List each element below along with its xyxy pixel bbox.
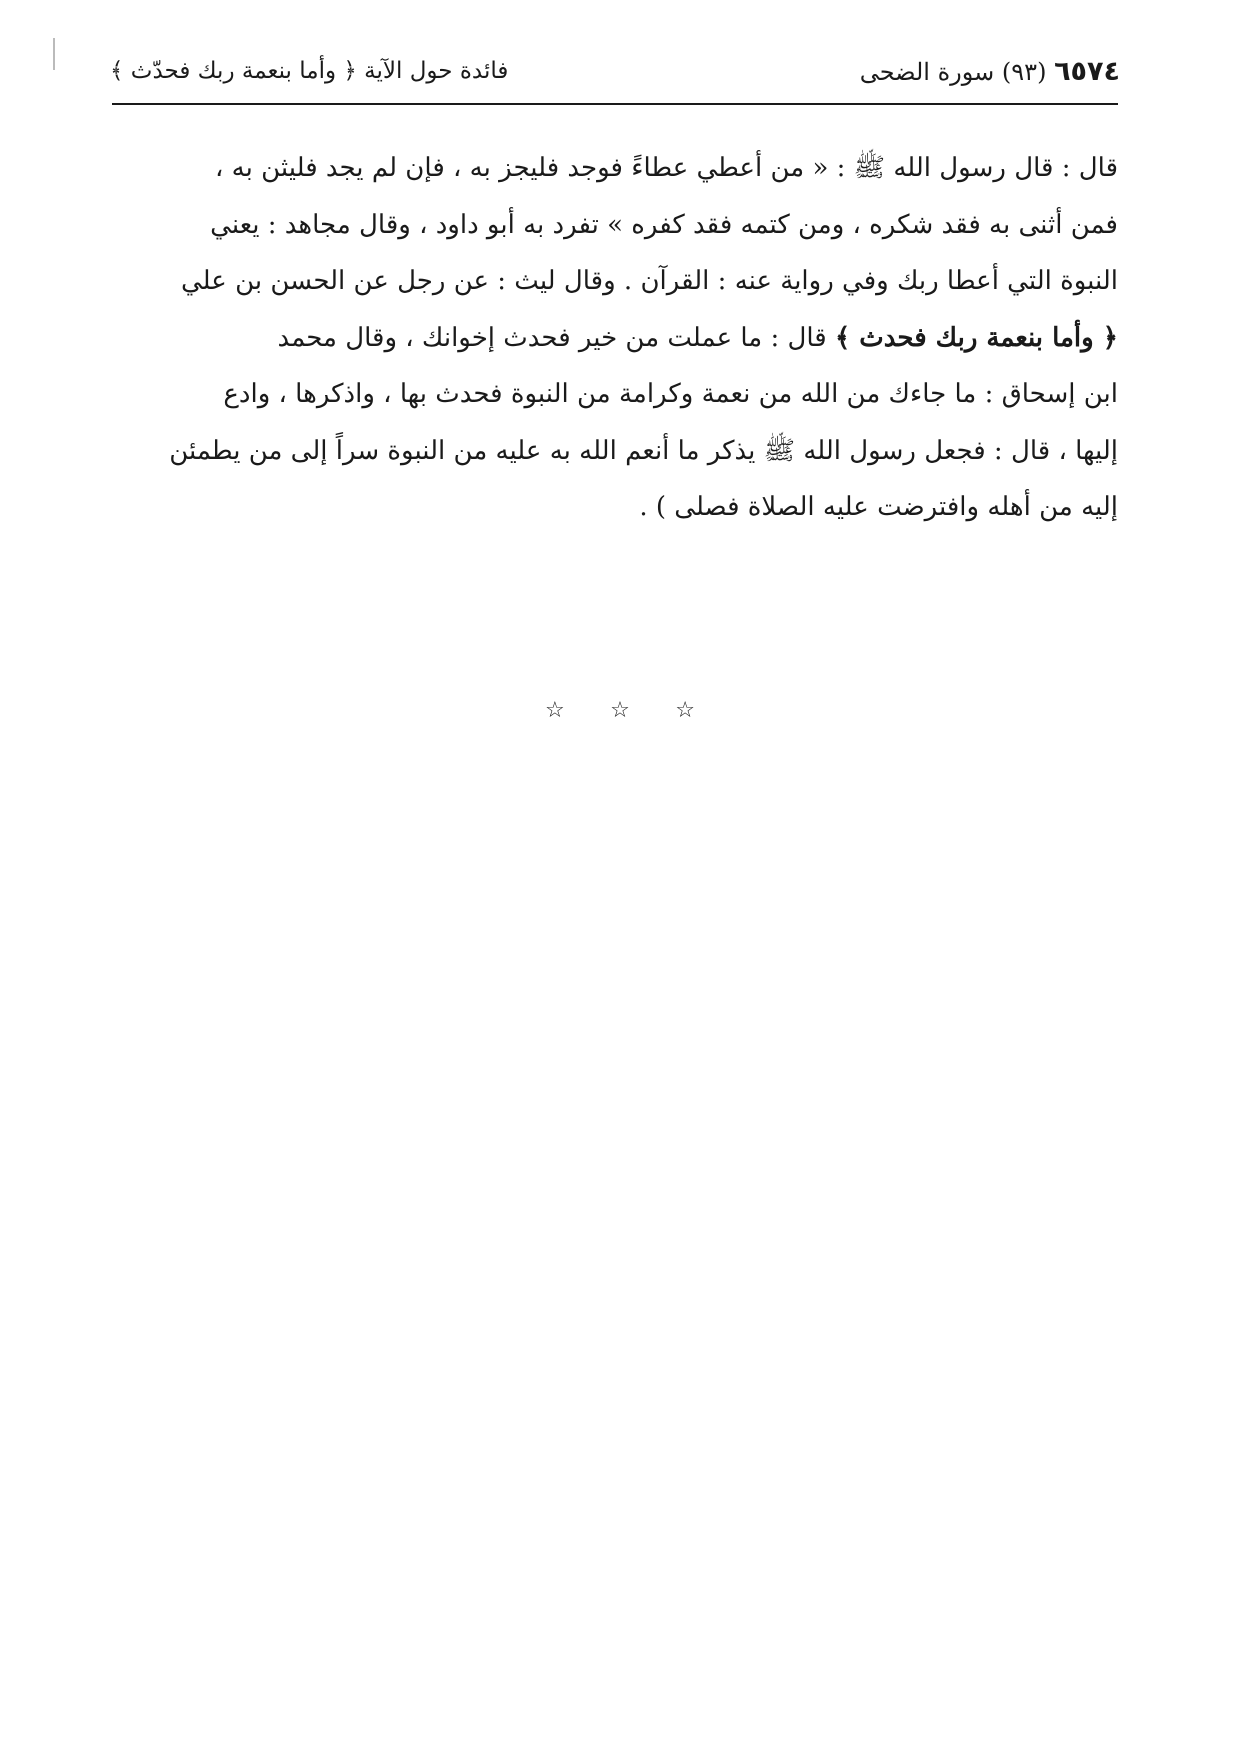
header-rule [112,103,1118,105]
text-line-6: إليها ، قال : فجعل رسول الله ﷺ يذكر ما أنعم الله به عليه من النبوة سراً إلى من يطمئن [169,435,1118,466]
section-separator [545,698,695,723]
star-icon: ☆ [610,698,630,723]
text-line-5: ابن إسحاق : ما جاءك من الله من نعمة وكرامة من النبوة فحدث بها ، واذكرها ، وادع [223,379,1118,409]
text-line-1: قال : قال رسول الله ﷺ : « من أعطي عطاءً فوجد فليجز به ، فإن لم يجد فليثن به ، [215,153,1118,183]
text-line-3: النبوة التي أعطا ربك وفي رواية عنه : القرآن . وقال ليث : عن رجل عن الحسن بن علي [181,266,1118,296]
surah-title: (٩٣) سورة الضحى [859,58,1047,86]
text-line-7: إليه من أهله وافترضت عليه الصلاة فصلى ) . [639,492,1118,522]
header-right [860,56,1120,87]
text-line-4 [98,310,1118,367]
margin-mark [53,38,55,70]
body-text [98,140,1118,536]
page-number: ٦٥٧٤ [1054,56,1120,87]
text-line-2: فمن أثنى به فقد شكره ، ومن كتمه فقد كفره » تفرد به أبو داود ، وقال مجاهد : يعني [210,209,1118,240]
running-header [110,56,1120,100]
section-title: فائدة حول الآية ﴿ وأما بنعمة ربك فحدّث ﴾ [110,58,509,84]
star-icon: ☆ [675,698,695,723]
quran-quote: ﴿ وأما بنعمة ربك فحدث ﴾ [835,322,1118,353]
star-icon: ☆ [545,698,565,723]
text-line-4-rest: قال : ما عملت من خير فحدث إخوانك ، وقال محمد [277,322,827,353]
